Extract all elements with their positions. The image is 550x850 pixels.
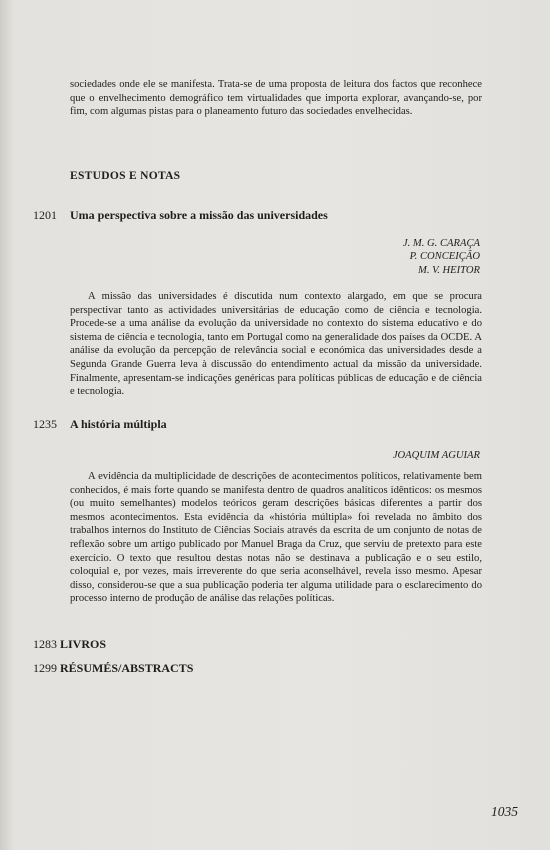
article-abstract-1: A missão das universidades é discutida num contexto alargado, em que se procura perspectivar tanto as actividades universitárias de educação como de ciência e tecnologia. Procede-se a uma análise da evolução da universidade no contexto do sistema educativo e do sistema de ciência e tecnologia, tanto em Portugal como na generalidade dos países da OCDE. A análise da evolução da percepção de relevância social e económica das universidades desde a Segunda Grande Guerra leva à discussão do entendimento actual da missão da universidade. Finalmente, apresentam-se indicações genéricas para políticas públicas de educação e de ciência e tecnologia.	[70, 291, 482, 398]
section-title: LIVROS	[60, 637, 107, 651]
article-title: A história múltipla	[70, 417, 167, 431]
article-abstract-2: A evidência da multiplicidade de descrições de acontecimentos políticos, relativamente bem conhecidos, é mais forte quando se manifesta dentro de quadros analíticos idênticos: os mesmos (ou muito semelhantes) modelos teóricos geram descrições básicas diferentes a partir dos mesmos acontecimentos. Esta evidência da «história múltipla» foi revelada no âmbito dos trabalhos internos do Instituto de Ciências Sociais através da escrita de um conjunto de notas de reflexão sobre um artigo publicado por Manuel Braga da Cruz, que serviu de pretexto para este exercício. O texto que resultou destas notas não se destinava a publicação e o seu estilo, coloquial e, por vezes, mais irreverente do que seria aconselhável, revela isso mesmo. Apesar disso, considerou-se que a sua publicação poderia ter alguma utilidade para o esclarecimento do processo interno de produção de análise das relações políticas.	[70, 471, 482, 605]
page-number: 1035	[491, 804, 518, 819]
author-list-1	[403, 237, 480, 277]
article-page-number: 1201	[33, 208, 57, 222]
article-heading-1	[33, 208, 328, 223]
author-list-2	[393, 449, 480, 462]
author-name: M. V. HEITOR	[418, 264, 480, 276]
article-title: Uma perspectiva sobre a missão das universidades	[70, 208, 328, 222]
section-title: RÉSUMÉS/ABSTRACTS	[60, 661, 194, 675]
author-name: JOAQUIM AGUIAR	[392, 450, 480, 461]
article-page-number: 1235	[33, 417, 57, 431]
section-heading: ESTUDOS E NOTAS	[70, 170, 181, 182]
author-name: J. M. G. CARAÇA	[402, 238, 480, 249]
author-name: P. CONCEIÇÃO	[409, 251, 480, 263]
section-page-number: 1283	[33, 637, 57, 651]
article-heading-2	[33, 417, 167, 432]
section-page-number: 1299	[33, 661, 57, 675]
intro-paragraph: sociedades onde ele se manifesta. Trata-se de uma proposta de leitura dos factos que reconhece que o envelhecimento demográfico tem virtualidades que importa explorar, avançando-se, por fim, com algumas pistas para o planeamento futuro das sociedades envelhecidas.	[70, 79, 482, 118]
section-entry-livros	[33, 637, 106, 652]
section-entry-resumes	[33, 661, 193, 676]
